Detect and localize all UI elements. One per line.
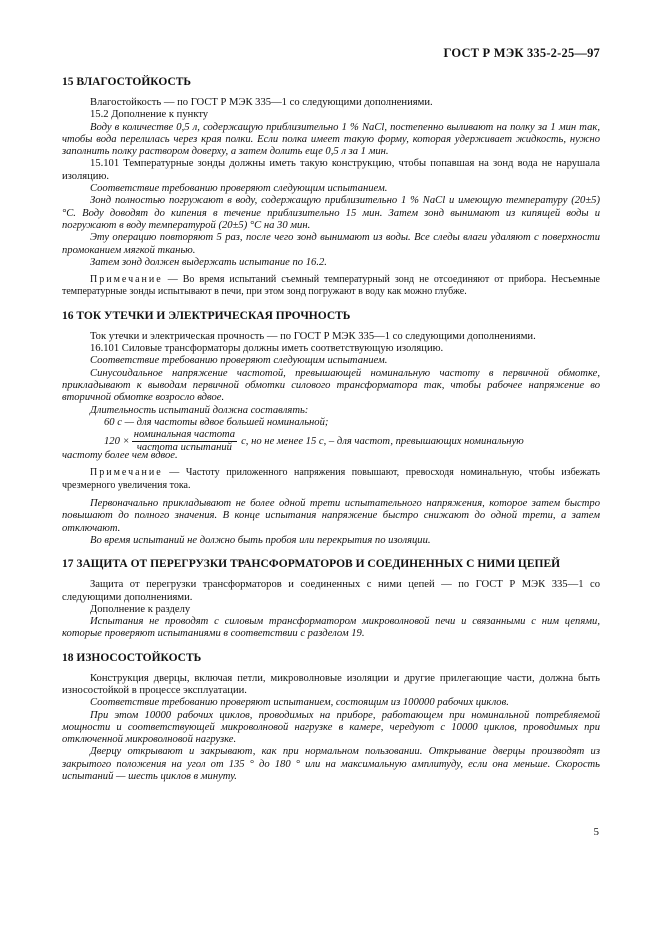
formula-suffix: с, но не менее 15 с, – для частот, превышающих номинальную: [241, 436, 524, 448]
s15-paragraph-3: Воду в количестве 0,5 л, содержащую приблизительно 1 % NaCl, постепенно выливают на полку за 1 мин так, чтобы вода перелилась через края полки. Если полка имеет такую форму, которая удерживает жидкость, нужно заполнить полку раствором доверху, а затем долить еще 0,5 л за 1 мин.: [62, 121, 600, 158]
s17-paragraph-2: Дополнение к разделу: [90, 603, 191, 615]
s16-paragraph-2: 16.101 Силовые трансформаторы должны иметь соответствующую изоляцию.: [90, 343, 444, 355]
formula-prefix: 120 ×: [104, 436, 130, 448]
s15-note-text: — Во время испытаний съемный температурный зонд не отсоединяют от прибора. Несъемные температурные зонды испытывают в печи, при этом зонд погружают в воду как можно глубже.: [62, 274, 600, 298]
page-number: 5: [593, 826, 599, 838]
s16-paragraph-5: Длительность испытаний должна составлять:: [90, 404, 309, 416]
section-17-title: 17 ЗАЩИТА ОТ ПЕРЕГРУЗКИ ТРАНСФОРМАТОРОВ И СОЕДИНЕННЫХ С НИМИ ЦЕПЕЙ: [62, 558, 561, 571]
s16-paragraph-7: частоту более чем вдвое.: [62, 450, 178, 462]
s16-paragraph-8: Первоначально прикладывают не более одной трети испытательного напряжения, которое затем быстро повышают до полного значения. В конце испытания напряжение быстро снижают до одной трети, а затем отключают.: [62, 498, 600, 534]
s17-paragraph-1: Защита от перегрузки трансформаторов и соединенных с ними цепей — по ГОСТ Р МЭК 335—1 со следующими дополнениями.: [62, 579, 600, 603]
s18-paragraph-1: Конструкция дверцы, включая петли, микроволновые изоляции и другие прилегающие части, должна быть износостойкой в процессе эксплуатации.: [62, 672, 600, 696]
s16-paragraph-4: Синусоидальное напряжение частотой, превышающей номинальную частоту в первичной обмотке, прикладывают к выводам первичной обмотки силового трансформатора так, чтобы рабочее напряжение во вторичной обмотке возросло вдвое.: [62, 367, 600, 404]
s16-note-label: Примечание: [90, 467, 163, 479]
s16-note: [62, 467, 600, 492]
section-16-title: 16 ТОК УТЕЧКИ И ЭЛЕКТРИЧЕСКАЯ ПРОЧНОСТЬ: [62, 309, 351, 322]
s15-paragraph-2: 15.2 Дополнение к пункту: [90, 109, 209, 121]
formula-numerator: номинальная частота: [133, 429, 236, 441]
s16-paragraph-3: Соответствие требованию проверяют следующим испытанием.: [90, 355, 388, 367]
document-code-header: ГОСТ Р МЭК 335-2-25—97: [443, 46, 600, 60]
s15-note: [62, 274, 600, 299]
s15-note-label: Примечание: [90, 274, 163, 286]
s16-paragraph-6: 60 с — для частоты вдвое большей номинальной;: [104, 416, 329, 428]
s15-paragraph-8: Затем зонд должен выдержать испытание по 16.2.: [90, 256, 327, 268]
s16-note-text: — Частоту приложенного напряжения повышают, превосходя номинальную, чтобы избежать чрезмерного увеличения тока.: [62, 467, 600, 491]
s16-paragraph-1: Ток утечки и электрическая прочность — по ГОСТ Р МЭК 335—1 со следующими дополнениями.: [90, 330, 536, 342]
page-body: [62, 44, 600, 783]
formula-denominator: частота испытаний: [136, 442, 232, 454]
s18-paragraph-2: Соответствие требованию проверяют испытанием, состоящим из 100000 рабочих циклов.: [90, 697, 509, 709]
section-18-title: 18 ИЗНОСОСТОЙКОСТЬ: [62, 651, 202, 664]
s17-paragraph-3: Испытания не проводят с силовым трансформатором микроволновой печи и связанными с ним цепями, которые проверяют испытаниями в соответствии с разделом 19.: [62, 616, 600, 640]
s15-paragraph-6: Зонд полностью погружают в воду, содержащую приблизительно 1 % NaCl и имеющую температуру (20±5) °С. Воду доводят до кипения в течение приблизительно 15 мин. Затем зонд вынимают из кипящей воды и погружают в воду температурой (20±5) °С на 30 мин.: [62, 195, 600, 231]
s18-paragraph-3: При этом 10000 рабочих циклов, проводимых на приборе, работающем при номинальной потребляемой мощности и соответствующей микроволновой нагрузке в камере, чередуют с 10000 циклов, проводимых при отключенной микроволновой нагрузке.: [62, 709, 600, 746]
s18-paragraph-4: Дверцу открывают и закрывают, как при нормальном пользовании. Открывание дверцы производят из закрытого положения на угол от 135 ° до 180 ° или на максимальную амплитуду, если она меньше. Скорость испытаний — шесть циклов в минуту.: [62, 746, 600, 783]
s15-paragraph-1: Влагостойкость — по ГОСТ Р МЭК 335—1 со следующими дополнениями.: [90, 97, 433, 108]
s15-paragraph-4: 15.101 Температурные зонды должны иметь такую конструкцию, чтобы попавшая на зонд вода не нарушала изоляцию.: [62, 158, 600, 182]
s15-paragraph-5: Соответствие требованию проверяют следующим испытанием.: [90, 183, 388, 195]
section-15-title: 15 ВЛАГОСТОЙКОСТЬ: [62, 76, 192, 88]
s16-paragraph-9: Во время испытаний не должно быть пробоя или перекрытия по изоляции.: [90, 534, 431, 546]
s15-paragraph-7: Эту операцию повторяют 5 раз, после чего зонд вынимают из воды. Все следы влаги удаляют с поверхности промоканием мягкой тканью.: [62, 232, 600, 256]
